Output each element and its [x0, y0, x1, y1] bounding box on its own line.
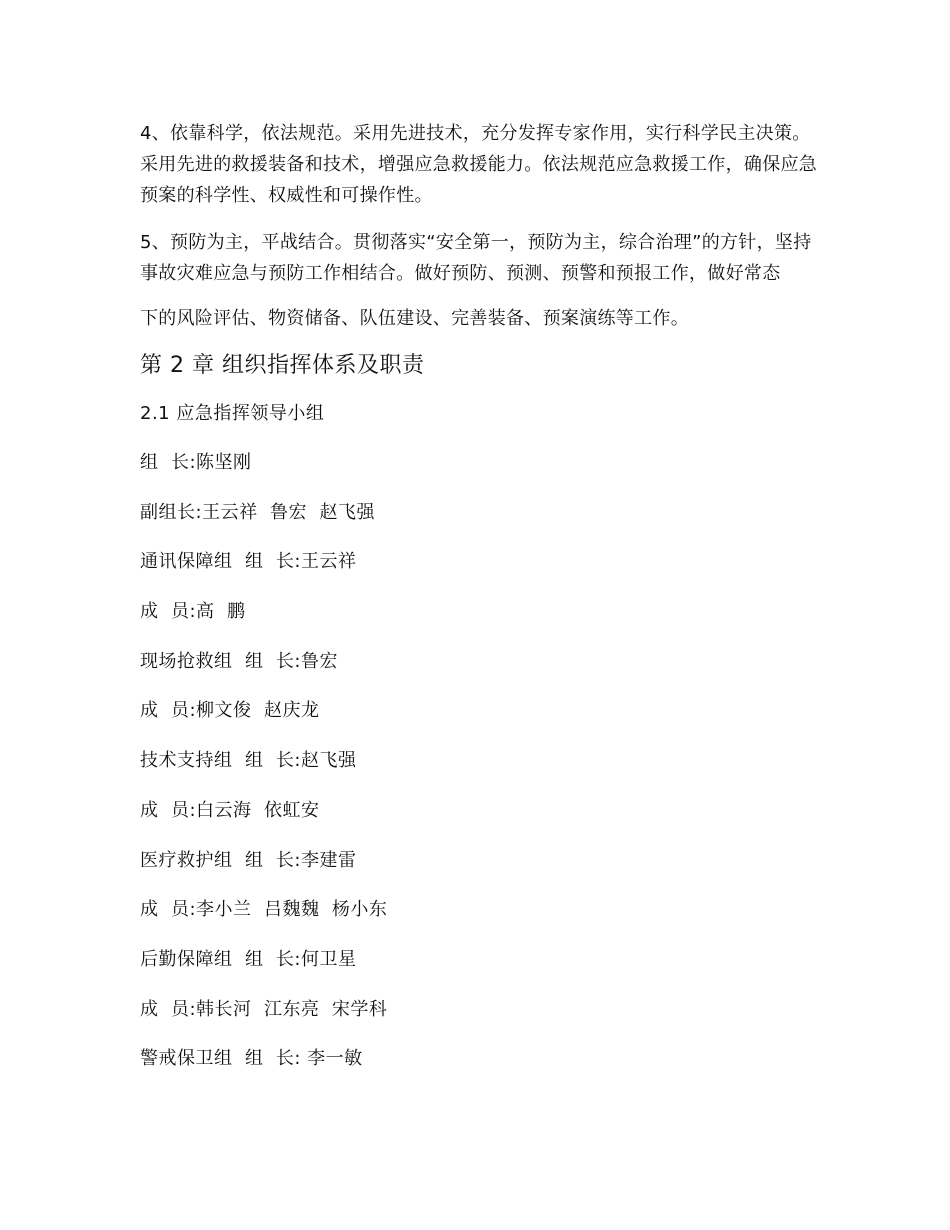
roster-line: 副组长:王云祥 鲁宏 赵飞强	[140, 501, 375, 523]
paragraph-principle-5: 5、预防为主，平战结合。贯彻落实“安全第一，预防为主，综合治理”的方针，坚持事故灾难应急与预防工作相结合。做好预防、预测、预警和预报工作，做好常态	[140, 232, 812, 284]
roster-line: 成 员:柳文俊 赵庆龙	[140, 700, 320, 722]
roster-line: 通讯保障组 组 长:王云祥	[140, 551, 357, 573]
section-title: 2.1 应急指挥领导小组	[140, 403, 325, 424]
roster-line: 组 长:陈坚刚	[140, 452, 252, 473]
roster-line: 成 员:高 鹏	[140, 601, 246, 623]
roster-line: 成 员:韩长河 江东亮 宋学科	[140, 998, 388, 1020]
chapter-title: 第 2 章 组织指挥体系及职责	[140, 353, 425, 378]
roster-line: 成 员:李小兰 吕魏魏 杨小东	[140, 899, 388, 921]
roster-line: 成 员:白云海 依虹安	[140, 799, 320, 821]
roster-line: 警戒保卫组 组 长: 李一敏	[140, 1048, 363, 1070]
paragraph-principle-4: 4、依靠科学，依法规范。采用先进技术，充分发挥专家作用，实行科学民主决策。采用先进的救援装备和技术，增强应急救援能力。依法规范应急救援工作，确保应急预案的科学性、权威性和可操作性。	[140, 123, 818, 206]
roster-line: 技术支持组 组 长:赵飞强	[140, 750, 357, 772]
roster-line: 医疗救护组 组 长:李建雷	[140, 849, 357, 871]
paragraph-principle-5-continued: 下的风险评估、物资储备、队伍建设、完善装备、预案演练等工作。	[140, 308, 689, 329]
roster-line: 现场抢救组 组 长:鲁宏	[140, 650, 338, 672]
roster-line: 后勤保障组 组 长:何卫星	[140, 948, 357, 970]
page-content	[140, 118, 820, 1095]
